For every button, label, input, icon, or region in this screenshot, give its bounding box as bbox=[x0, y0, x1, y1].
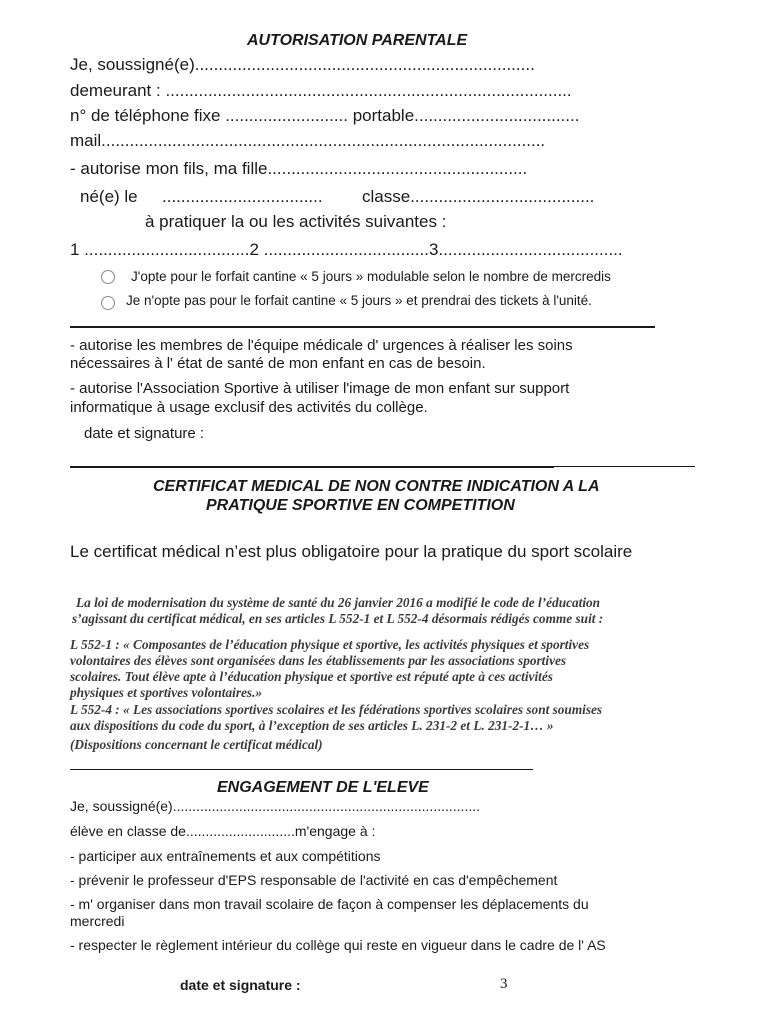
article-552-1-line-1: L 552-1 : « Composantes de l’éducation physique et sportive, les activités physiques et sportives bbox=[70, 637, 590, 652]
article-552-1-line-4: physiques et sportives volontaires.» bbox=[70, 685, 263, 700]
engagement-item: - respecter le règlement intérieur du collège qui reste en vigueur dans le cadre de l' AS bbox=[70, 937, 606, 953]
law-text-line-1: La loi de modernisation du système de santé du 26 janvier 2016 a modifié le code de l’éducation bbox=[76, 595, 601, 610]
medical-consent-line-2: nécessaires à l' état de santé de mon enfant en cas de besoin. bbox=[70, 355, 486, 372]
image-consent-line-1: - autorise l'Association Sportive à utiliser l'image de mon enfant sur support bbox=[70, 380, 570, 397]
page-number: 3 bbox=[500, 976, 508, 992]
mail-field[interactable]: mail.............................................................................................. bbox=[70, 131, 546, 150]
phone-field[interactable]: n° de téléphone fixe .......................... portable................................... bbox=[70, 106, 580, 125]
canteen-option-yes-radio[interactable] bbox=[101, 270, 115, 284]
student-date-signature: date et signature : bbox=[180, 977, 301, 993]
engagement-title: ENGAGEMENT DE L'ELEVE bbox=[217, 779, 429, 796]
canteen-option-no-label: Je n'opte pas pour le forfait cantine « 5 jours » et prendrai des tickets à l'unité. bbox=[126, 293, 592, 308]
certificate-notice: Le certificat médical n’est plus obligatoire pour la pratique du sport scolaire bbox=[70, 542, 633, 561]
section-divider bbox=[70, 326, 655, 328]
article-552-4-line-1: L 552-4 : « Les associations sportives scolaires et les fédérations sportives scolaires sont soumises bbox=[70, 702, 603, 717]
engagement-item: - prévenir le professeur d'EPS responsable de l'activité en cas d'empêchement bbox=[70, 872, 558, 888]
activities-field[interactable]: 1 ...................................2 ...................................3....................................... bbox=[70, 240, 623, 259]
canteen-option-yes-label: J'opte pour le forfait cantine « 5 jours » modulable selon le nombre de mercredis bbox=[131, 269, 611, 284]
certificate-title-line-2: PRATIQUE SPORTIVE EN COMPETITION bbox=[206, 497, 515, 514]
engagement-item-continued: mercredi bbox=[70, 913, 125, 929]
parent-date-signature: date et signature : bbox=[84, 425, 205, 442]
article-552-1-line-2: volontaires des élèves sont organisées dans les établissements par les associations sportives bbox=[70, 653, 567, 668]
canteen-option-no-radio[interactable] bbox=[101, 296, 115, 310]
medical-consent-line-1: - autorise les membres de l'équipe médicale d' urgences à réaliser les soins bbox=[70, 337, 573, 354]
parent-name-field[interactable]: Je, soussigné(e)........................................................................ bbox=[70, 55, 535, 74]
engagement-item: - participer aux entraînements et aux compétitions bbox=[70, 848, 381, 864]
section-divider bbox=[70, 466, 554, 468]
article-552-4-line-3: (Dispositions concernant le certificat médical) bbox=[70, 737, 323, 752]
section-divider bbox=[70, 769, 533, 770]
parental-title: AUTORISATION PARENTALE bbox=[247, 32, 468, 49]
image-consent-line-2: informatique à usage exclusif des activités du collège. bbox=[70, 399, 428, 416]
birthdate-field[interactable]: .................................. bbox=[162, 187, 323, 206]
student-name-field[interactable]: Je, soussigné(e)............................................................................... bbox=[70, 798, 480, 814]
student-class-field[interactable]: élève en classe de............................m'engage à : bbox=[70, 823, 376, 839]
class-field[interactable]: classe....................................... bbox=[362, 187, 595, 206]
article-552-1-line-3: scolaires. Tout élève apte à l’éducation physique et sportive est réputé apte à ces activités bbox=[70, 669, 553, 684]
child-name-field[interactable]: - autorise mon fils, ma fille....................................................... bbox=[70, 159, 528, 178]
article-552-4-line-2: aux dispositions du code du sport, à l’exception de ses articles L. 231-2 et L. 231-2-1… » bbox=[70, 718, 554, 733]
law-text-line-2: s’agissant du certificat médical, en ses articles L 552-1 et L 552-4 désormais rédigés comme suit : bbox=[72, 611, 604, 626]
engagement-item: - m' organiser dans mon travail scolaire de façon à compenser les déplacements du bbox=[70, 896, 589, 912]
birthdate-label: né(e) le bbox=[80, 187, 138, 206]
address-field[interactable]: demeurant : ...................................................................................... bbox=[70, 81, 572, 100]
activities-intro: à pratiquer la ou les activités suivantes : bbox=[145, 212, 447, 231]
certificate-title-line-1: CERTIFICAT MEDICAL DE NON CONTRE INDICATION A LA bbox=[153, 478, 600, 495]
